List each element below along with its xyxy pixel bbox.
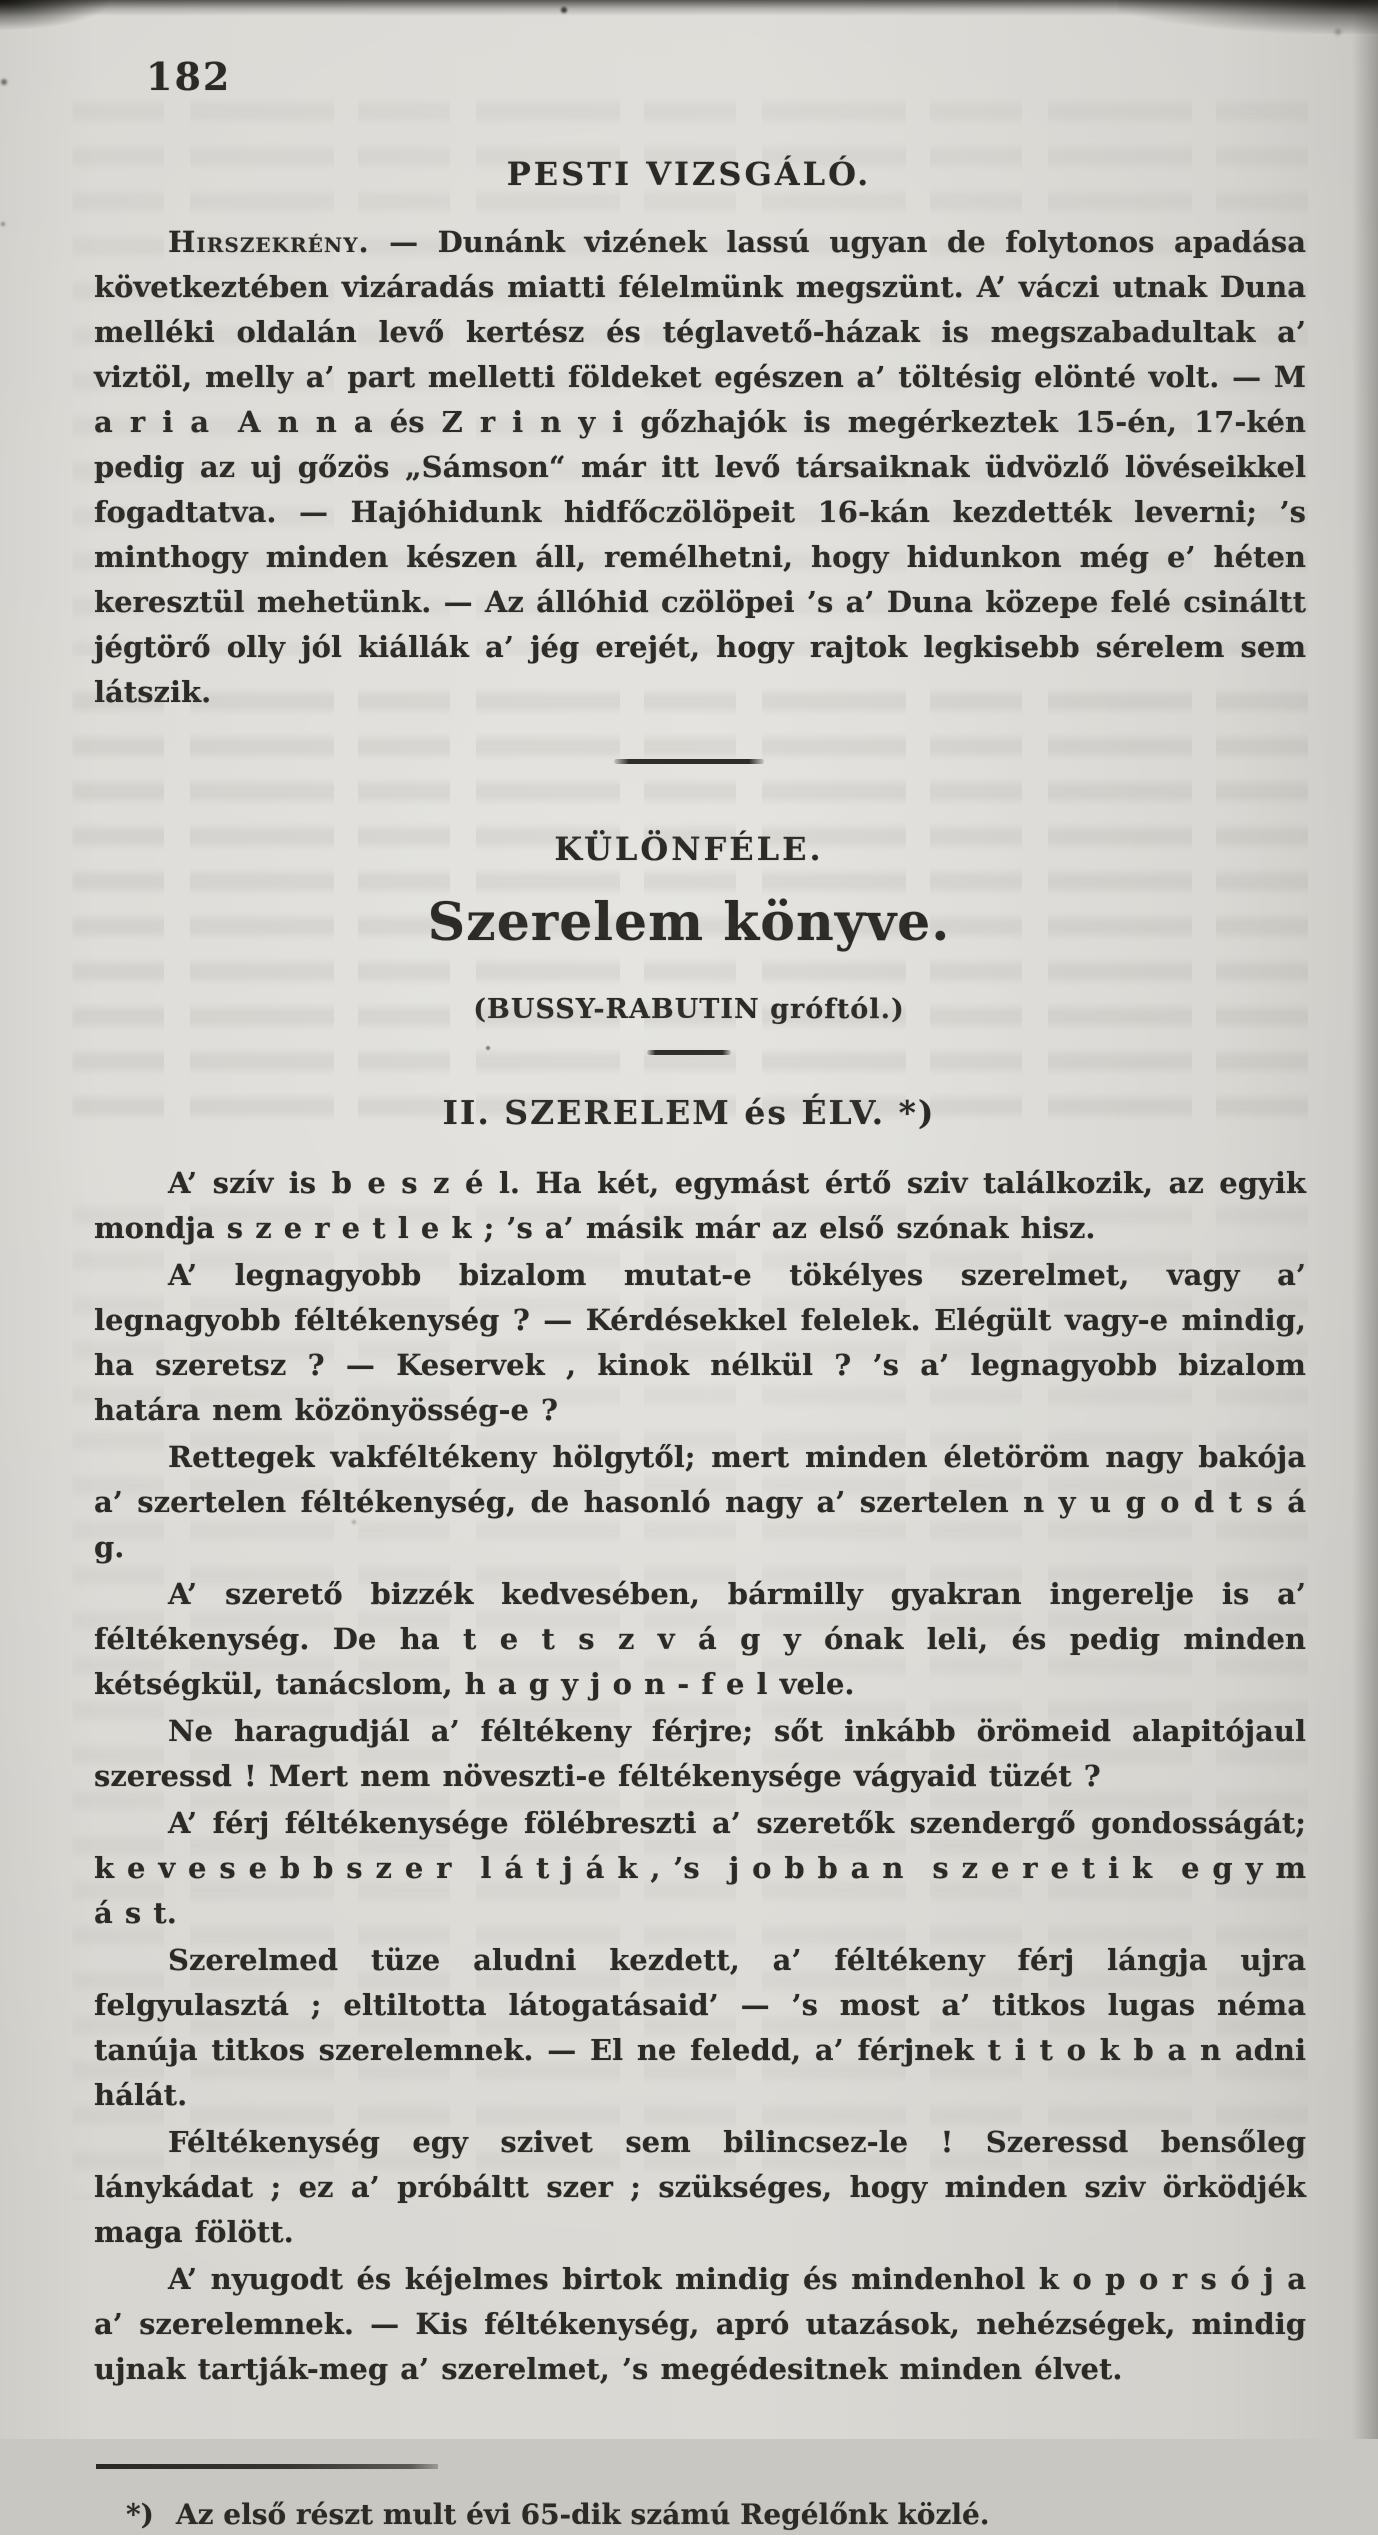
footnote-body: Az első részt mult évi 65-dik számú Regélőnk közlé.	[175, 2498, 990, 2531]
footnote-rule	[96, 2464, 438, 2469]
news-body: — Dunánk vizének lassú ugyan de folytonos apadása következtében vizáradás miatti félelmünk megszünt. A’ váczi utnak Duna melléki oldalán levő kertész és téglavető-házak is megszabadultak a’ viztöl, melly a’ part melletti földeket egészen a’ töltésig elönté volt. — M a r i a A n n a és Z r i n y i gőzhajók is megérkeztek 15-én, 17-kén pedig az uj gőzös „Sámson“ már itt levő társaiknak üdvözlő lövéseikkel fogadtatva. — Hajóhidunk hidfőczölöpeit 16-kán kezdették leverni; ’s minthogy minden készen áll, remélhetni, hogy hidunkon még e’ héten keresztül mehetünk. — Az állóhid czölöpei ’s a’ Duna közepe felé csináltt jégtörő olly jól kiállák a’ jég erejét, hogy rajtok legkisebb sérelem sem látszik.	[94, 225, 1306, 709]
scan-specks	[0, 0, 4, 4]
article-byline: (BUSSY-RABUTIN gróftól.)	[473, 994, 905, 1025]
news-paragraph	[94, 220, 1306, 715]
scan-right-edge	[1352, 0, 1378, 2439]
article-paragraph: A’ legnagyobb bizalom mutat-e tökélyes szerelmet, vagy a’ legnagyobb féltékenység ? — Kérdésekkel felelek. Elégült vagy-e mindig, ha szeretsz ? — Keservek , kinok nélkül ? ’s a’ legnagyobb bizalom határa nem közönyösség-e ?	[94, 1258, 1306, 1427]
footnote-text	[126, 2495, 1206, 2535]
misc-section-title: KÜLÖNFÉLE.	[554, 830, 824, 868]
chapter-heading: II. SZERELEM és ÉLV. *)	[442, 1093, 936, 1132]
news-lead: Hirszekrény.	[168, 225, 370, 259]
page-number: 182	[146, 54, 232, 99]
article-title: Szerelem könyve.	[427, 892, 951, 953]
article-body	[94, 1161, 1306, 2392]
article-paragraph: A’ nyugodt és kéjelmes birtok mindig és mindenhol k o p o r s ó j a a’ szerelemnek. — Kis féltékenység, apró utazások, nehézségek, mindig ujnak tartják-meg a’ szerelmet, ’s megédesitnek minden élvet.	[94, 2262, 1306, 2386]
article-paragraph: A’ férj féltékenysége fölébreszti a’ szeretők szendergő gondosságát; k e v e s e b b s z e r l á t j á k , ’s j o b b a n s z e r e t i k e g y m á s t.	[94, 1806, 1306, 1930]
article-paragraph: Ne haragudjál a’ féltékeny férjre; sőt inkább örömeid alapitójaul szeressd ! Mert nem növeszti-e féltékenysége vágyaid tüzét ?	[94, 1714, 1306, 1793]
section-divider-rule	[614, 759, 764, 764]
masthead-section-title: PESTI VIZSGÁLÓ.	[506, 155, 872, 193]
footnote-marker: *)	[126, 2498, 154, 2531]
scan-corner-top-left	[0, 0, 110, 30]
byline-divider-rule	[647, 1050, 731, 1055]
article-paragraph: A’ szerető bizzék kedvesében, bármilly gyakran ingerelje is a’ féltékenység. De ha t e t s z v á g y ónak leli, és pedig minden kétségkül, tanácslom, h a g y j o n - f e l vele.	[94, 1577, 1306, 1701]
article-paragraph: Féltékenység egy szivet sem bilincsez-le ! Szeressd bensőleg lánykádat ; ez a’ próbáltt szer ; szükséges, hogy minden sziv örködjék maga fölött.	[94, 2125, 1306, 2249]
article-paragraph: A’ szív is b e s z é l. Ha két, egymást értő sziv találkozik, az egyik mondja s z e r e t l e k ; ’s a’ másik már az első szónak hisz.	[94, 1166, 1306, 1245]
article-paragraph: Rettegek vakféltékeny hölgytől; mert minden életöröm nagy bakója a’ szertelen féltékenység, de hasonló nagy a’ szertelen n y u g o d t s á g.	[94, 1440, 1306, 1564]
article-paragraph: Szerelmed tüze aludni kezdett, a’ féltékeny férj lángja ujra felgyulasztá ; eltiltotta látogatásaid’ — ’s most a’ titkos lugas néma tanúja titkos szerelemnek. — El ne feledd, a’ férjnek t i t o k b a n adni hálát.	[94, 1943, 1306, 2112]
